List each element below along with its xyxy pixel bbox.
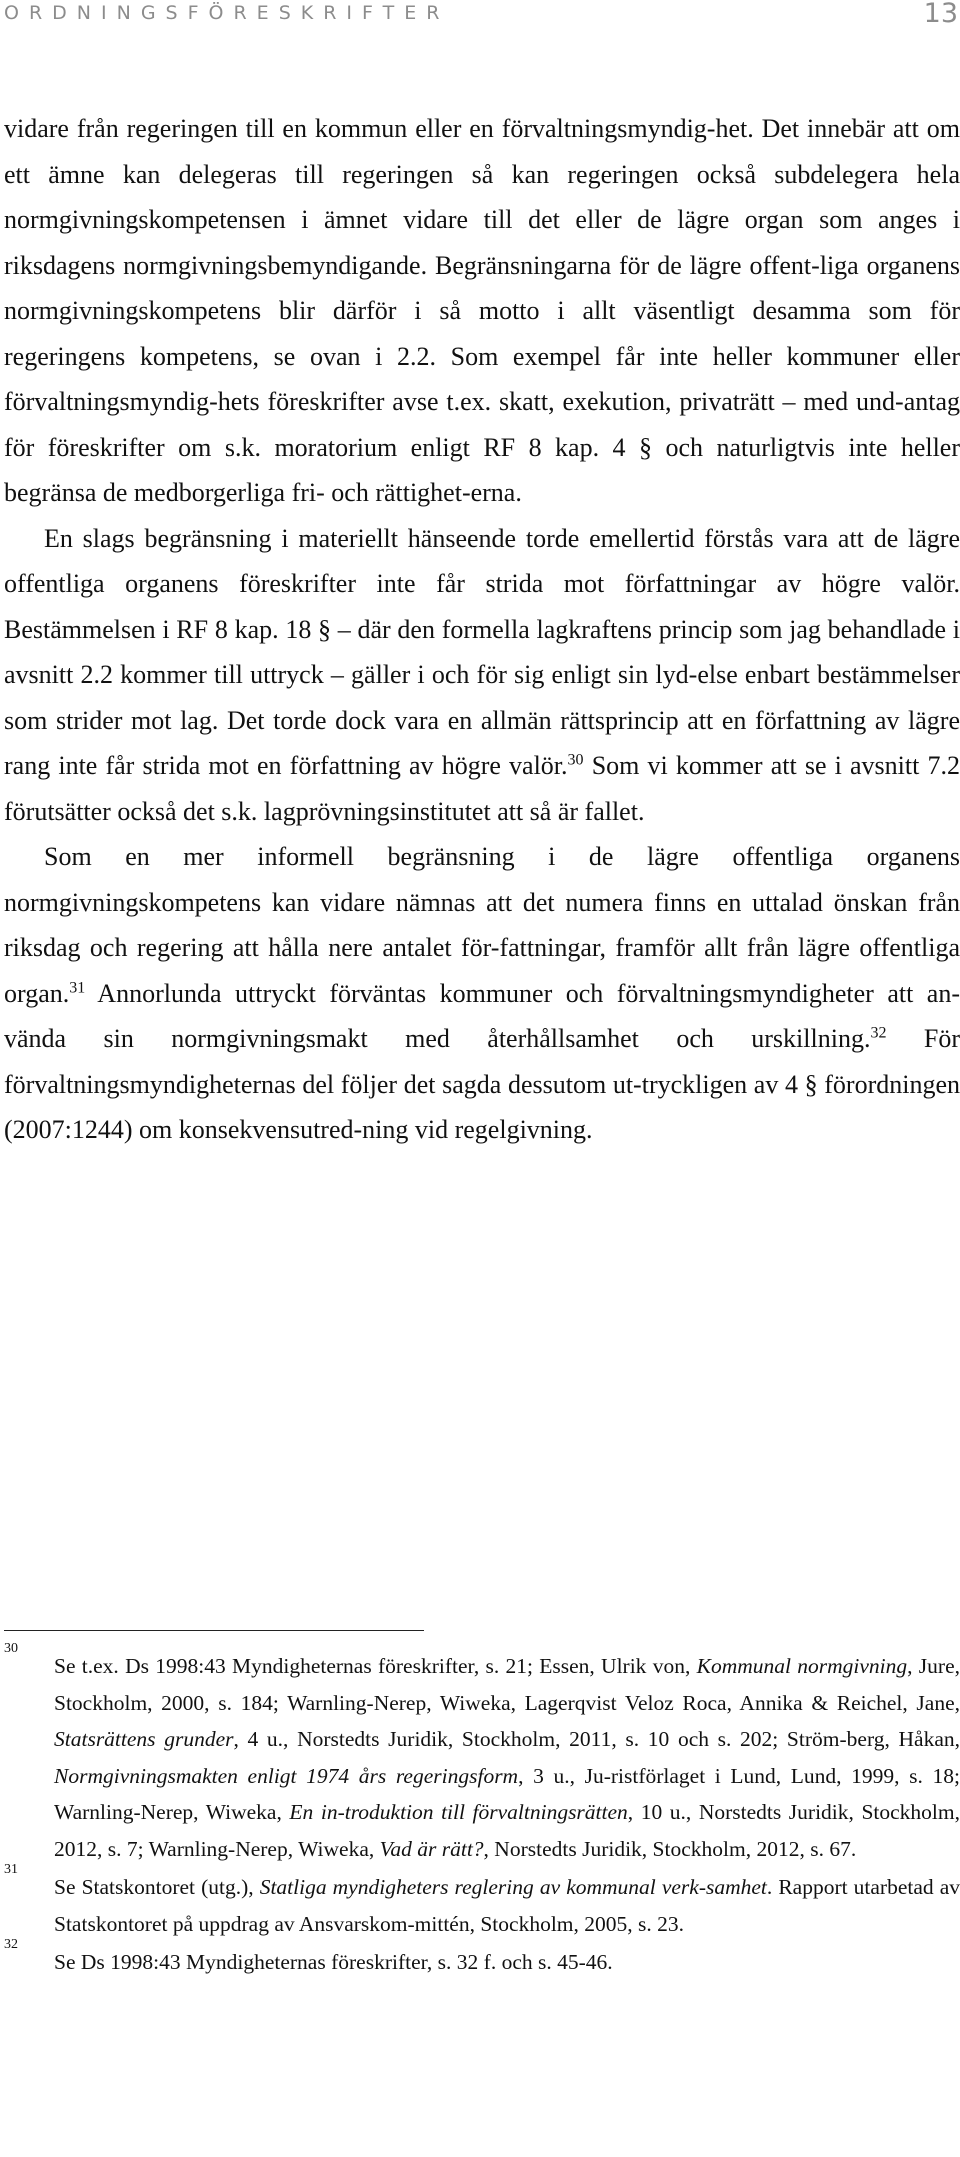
footnote-number: 31: [4, 1862, 18, 1877]
paragraph-2-text-a: En slags begränsning i materiellt hänseende torde emellertid förstås vara att de lägre offentliga organens föreskrifter inte får strida mot författningar av högre valör. Bestämmelsen i RF 8 kap. 18 § – där den formella lagkraftens princip som jag behandlade i avsnitt 2.2 kommer till uttryck – gäller i och för sig enligt sin lyd-else enbart bestämmelser som strider mot lag. Det torde dock vara en allmän rättsprincip att en författning av lägre rang inte får strida mot en författning av högre valör.: [4, 523, 960, 780]
body-text: [4, 106, 960, 1153]
footnote-title: Statsrättens grunder: [54, 1727, 234, 1751]
footnote-number: 32: [4, 1937, 18, 1952]
paragraph-1-text: vidare från regeringen till en kommun eller en förvaltningsmyndig-het. Det innebär att om ett ämne kan delegeras till regeringen så kan regeringen också subdelegera hela normgivningskompetensen i ämnet vidare till det eller de lägre organ som anges i riksdagens normgivningsbemyndigande. Begränsningarna för de lägre offent-liga organens normgivningskompetens blir därför i så motto i allt väsentligt desamma som för regeringens kompetens, se ovan i 2.2. Som exempel får inte heller kommuner eller förvaltningsmyndig-hets föreskrifter avse t.ex. skatt, exekution, privaträtt – med und-antag för föreskrifter om s.k. moratorium enligt RF 8 kap. 4 § och naturligtvis inte heller begränsa de medborgerliga fri- och rättighet-erna.: [4, 114, 960, 507]
footnote-title: Statliga myndigheters reglering av kommunal verk-samhet: [259, 1875, 767, 1899]
footnote-title: En in-troduktion till förvaltningsrätten: [289, 1800, 628, 1824]
footnote-segment: , 3 u., Ju-ristförlaget i Lund, Lund, 1999, s. 18; Warnling-Nerep, Wiweka,: [54, 1763, 960, 1824]
paragraph-2: [4, 516, 960, 835]
footnote-text: [54, 1869, 960, 1942]
running-title: ORDNINGSFÖRESKRIFTER: [4, 2, 450, 24]
paragraph-2-text-b: Som vi kommer att se i avsnitt 7.2 förutsätter också det s.k. lagprövningsinstitutet att så är fallet.: [4, 751, 960, 826]
footnote-segment: , Norstedts Juridik, Stockholm, 2012, s. 67.: [483, 1836, 857, 1861]
paragraph-3-text-b: Annorlunda uttryckt förväntas kommuner och förvaltningsmyndigheter att an-vända sin normgivningsmakt med återhållsamhet och urskillning.: [4, 978, 960, 1053]
page-number: 13: [923, 0, 958, 29]
footnote-ref-30[interactable]: 30: [567, 751, 584, 769]
footnote-31: [4, 1862, 960, 1942]
footnote-30: [4, 1641, 960, 1867]
footnote-title: Kommunal normgivning: [696, 1654, 908, 1678]
footnote-title: Normgivningsmakten enligt 1974 års regeringsform: [54, 1763, 519, 1788]
running-header: [0, 0, 960, 40]
footnote-segment: , Jure, Stockholm, 2000, s. 184; Warnling-Nerep, Wiweka, Lagerqvist Veloz Roca, Annika & Reichel, Jane,: [54, 1654, 960, 1715]
footnote-divider: [4, 1630, 424, 1631]
paragraph-3-text-a: Som en mer informell begränsning i de lägre offentliga organens normgivningskompetens kan vidare nämnas att det numera finns en uttalad önskan från riksdag och regering att hålla nere antalet för-fattningar, framför allt från lägre offentliga organ.: [4, 842, 960, 1008]
footnote-segment: Se t.ex. Ds 1998:43 Myndigheternas föreskrifter, s. 21; Essen, Ulrik von,: [54, 1654, 697, 1678]
footnote-ref-31[interactable]: 31: [69, 978, 86, 996]
footnote-text: [54, 1944, 960, 1981]
footnotes: [4, 1641, 960, 1983]
footnote-ref-32[interactable]: 32: [870, 1024, 887, 1042]
footnote-segment: Se Statskontoret (utg.),: [54, 1875, 260, 1899]
footnote-text: [54, 1648, 960, 1867]
footnote-segment: , 4 u., Norstedts Juridik, Stockholm, 2011, s. 10 och s. 202; Ström-berg, Håkan,: [233, 1727, 960, 1751]
footnote-32: [4, 1937, 960, 1981]
footnote-number: 30: [4, 1641, 18, 1656]
footnote-segment: . Rapport utarbetad av Statskontoret på uppdrag av Ansvarskom-mittén, Stockholm, 2005, s. 23.: [54, 1875, 960, 1936]
footnote-segment: , 10 u., Norstedts Juridik, Stockholm, 2012, s. 7; Warnling-Nerep, Wiweka,: [54, 1800, 960, 1861]
footnote-title: Vad är rätt?: [379, 1836, 484, 1861]
paragraph-1: [4, 106, 960, 516]
paragraph-3: [4, 834, 960, 1153]
footnote-segment: Se Ds 1998:43 Myndigheternas föreskrifter, s. 32 f. och s. 45-46.: [54, 1950, 613, 1974]
paragraph-3-text-c: För förvaltningsmyndigheternas del följer det sagda dessutom ut-tryckligen av 4 § förordningen (2007:1244) om konsekvensutred-ning vid regelgivning.: [4, 1024, 960, 1144]
